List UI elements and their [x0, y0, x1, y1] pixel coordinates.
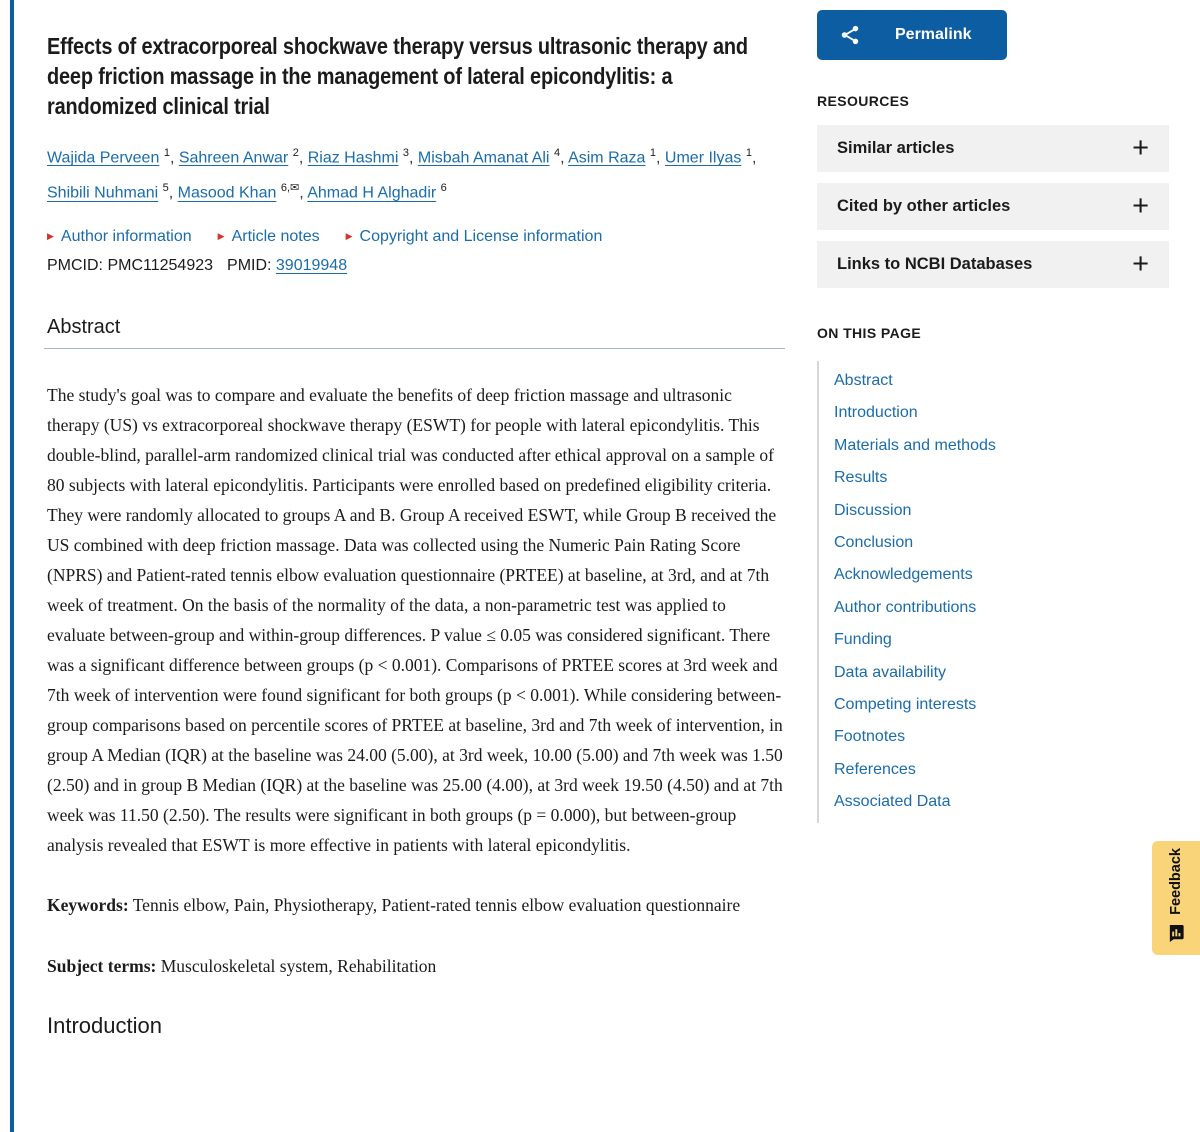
- subject-terms-value: Musculoskeletal system, Rehabilitation: [156, 955, 437, 976]
- toc-link[interactable]: Materials and methods: [834, 436, 996, 454]
- author-link[interactable]: Riaz Hashmi: [307, 149, 399, 167]
- pmcid-label: PMCID:: [47, 256, 108, 274]
- toc-link[interactable]: Competing interests: [834, 696, 977, 714]
- author-link[interactable]: Sahreen Anwar: [178, 149, 289, 167]
- author-list: Wajida Perveen $^1$, Sahreen Anwar $^2$, Riaz Hashmi $^3$, Misbah Amanat Ali $^4$, Asim Raza $^1$, Umer Ilyas $^1$, Shibili Nuhmani $^5$, Masood Khan $^{6,✉}$, Ahmad H Alghadir $^6$: [47, 147, 757, 202]
- introduction-heading: Introduction: [47, 1012, 162, 1038]
- author-link[interactable]: Ahmad H Alghadir: [307, 184, 437, 202]
- author-affiliation-number: 1: [745, 147, 752, 159]
- survey-icon: [1167, 924, 1186, 943]
- toc-link[interactable]: Acknowledgements: [834, 566, 973, 584]
- author-link[interactable]: Masood Khan: [177, 184, 277, 202]
- toc-link[interactable]: Introduction: [834, 404, 918, 422]
- permalink-label: Permalink: [895, 26, 972, 43]
- author-link[interactable]: Asim Raza: [568, 149, 646, 167]
- author-link[interactable]: Wajida Perveen: [47, 149, 160, 167]
- subject-terms-paragraph: [47, 951, 785, 981]
- feedback-label: Feedback: [1168, 848, 1184, 915]
- author-affiliation-number: 6: [440, 182, 447, 195]
- resources-accordion[interactable]: Similar articles +: [817, 125, 1169, 172]
- right-sidebar: [817, 0, 1169, 823]
- article-main: [47, 0, 785, 1039]
- accordion-label: Cited by other articles: [837, 197, 1011, 215]
- author-affiliation-number: 2: [292, 147, 299, 159]
- pmid-label: PMID:: [227, 256, 276, 274]
- resources-accordion[interactable]: Links to NCBI Databases +: [817, 241, 1169, 288]
- on-this-page-toc: [817, 361, 1169, 823]
- author-link[interactable]: Umer Ilyas: [664, 149, 742, 167]
- resources-heading: RESOURCES: [817, 93, 910, 109]
- arrow-right-icon: ▶: [217, 231, 225, 242]
- resources-accordion-group: [817, 125, 1169, 288]
- meta-link-label: Article notes: [231, 227, 320, 245]
- arrow-right-icon: ▶: [47, 231, 54, 242]
- meta-link-label: Copyright and License information: [359, 227, 603, 245]
- article-identifiers: [47, 257, 785, 275]
- author-affiliation-number: 3: [402, 147, 409, 159]
- article-meta-link[interactable]: [218, 228, 320, 246]
- abstract-heading: Abstract: [47, 315, 121, 338]
- pmid-link[interactable]: 39019948: [275, 256, 348, 274]
- keywords-paragraph: [47, 890, 785, 920]
- author-affiliation-number: 6,✉: [280, 182, 300, 195]
- abstract-text: The study's goal was to compare and evaluate the benefits of deep friction massage and ultrasonic therapy (US) vs extracorporeal shockwave therapy (ESWT) for people with lateral epicondylitis. This double-blind, parallel-arm randomized clinical trial was conducted after ethical approval on a sample of 80 subjects with lateral epicondylitis. Participants were enrolled based on predefined eligibility criteria. They were randomly allocated to groups A and B. Group A received ESWT, while Group B received the US combined with deep friction massage. Data was collected using the Numeric Pain Rating Score (NPRS) and Patient-rated tennis elbow evaluation questionnaire (PRTEE) at baseline, at 3rd, and at 7th week of treatment. On the basis of the normality of the data, a non-parametric test was applied to evaluate between-group and within-group differences. P value ≤ 0.05 was considered significant. There was a significant difference between groups (p < 0.001). Comparisons of PRTEE scores at 3rd week and 7th week of intervention were found significant for both groups (p < 0.001). While considering between-group comparisons based on percentile scores of PRTEE at baseline, 3rd and 7th week of intervention, in group A Median (IQR) at the baseline was 24.00 (5.00), at 3rd week, 10.00 (5.00) and 7th week was 1.50 (2.50) and in group B Median (IQR) at the baseline was 25.00 (4.00), at 3rd week 19.50 (4.50) and at 7th week was 11.50 (2.50). The results were significant in both groups (p = 0.000), but between-group analysis revealed that ESWT is more effective in patients with lateral epicondylitis.: [47, 384, 783, 855]
- article-meta-link[interactable]: [47, 228, 192, 246]
- arrow-right-icon: ▶: [345, 231, 353, 242]
- accordion-label: Links to NCBI Databases: [837, 255, 1033, 273]
- toc-link[interactable]: Data availability: [834, 663, 947, 681]
- toc-link[interactable]: Abstract: [834, 372, 893, 389]
- keywords-value: Tennis elbow, Pain, Physiotherapy, Patient-rated tennis elbow evaluation questionnaire: [128, 894, 741, 915]
- accordion-label: Similar articles: [837, 139, 955, 157]
- toc-link[interactable]: Conclusion: [834, 534, 914, 552]
- toc-link[interactable]: Footnotes: [834, 728, 906, 746]
- on-this-page-heading: ON THIS PAGE: [817, 325, 922, 341]
- toc-link[interactable]: References: [834, 760, 916, 778]
- permalink-button[interactable]: [817, 10, 1007, 60]
- author-affiliation-number: 1: [649, 147, 657, 159]
- toc-link[interactable]: Results: [834, 469, 888, 487]
- abstract-divider: [44, 348, 785, 349]
- share-icon: [839, 24, 861, 46]
- toc-link[interactable]: Funding: [834, 631, 892, 649]
- article-meta-links: [47, 228, 785, 246]
- toc-link[interactable]: Discussion: [834, 501, 912, 519]
- left-accent-bar: [10, 0, 14, 1132]
- article-meta-link[interactable]: [346, 228, 603, 246]
- toc-link[interactable]: Associated Data: [834, 793, 951, 811]
- feedback-button[interactable]: [1152, 841, 1200, 955]
- meta-link-label: Author information: [60, 227, 192, 245]
- author-link[interactable]: Shibili Nuhmani: [47, 184, 159, 202]
- keywords-label: Keywords:: [47, 894, 129, 915]
- resources-accordion[interactable]: Cited by other articles +: [817, 183, 1169, 230]
- author-affiliation-number: 1: [163, 147, 170, 159]
- pmcid-value: PMC11254923: [107, 256, 214, 274]
- toc-link[interactable]: Author contributions: [834, 598, 977, 616]
- author-affiliation-number: 5: [162, 182, 169, 195]
- author-affiliation-number: 4: [553, 147, 561, 159]
- author-link[interactable]: Misbah Amanat Ali: [417, 149, 550, 167]
- article-title: Effects of extracorporeal shockwave therapy versus ultrasonic therapy and deep friction massage in the management of lateral epicondylitis: a randomized clinical trial: [47, 33, 748, 119]
- subject-terms-label: Subject terms:: [47, 955, 157, 976]
